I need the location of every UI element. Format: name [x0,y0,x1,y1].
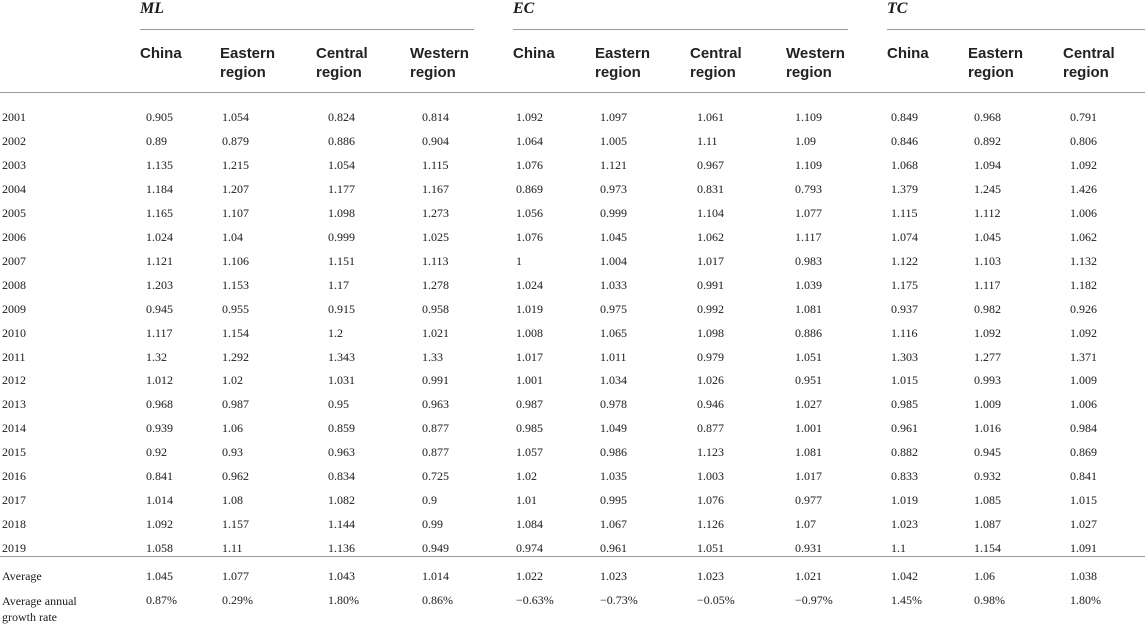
table-cell: 1.064 [516,133,543,148]
table-cell: 1.126 [697,517,724,532]
table-cell: 0.974 [516,541,543,556]
table-cell: 1.077 [795,205,822,220]
table-cell: 1.122 [891,253,918,268]
table-cell: 0.967 [697,157,724,172]
table-cell: 0.931 [795,541,822,556]
table-cell: 1.07 [795,517,816,532]
table-cell: 1.277 [974,349,1001,364]
table-cell: 1.182 [1070,277,1097,292]
table-row [0,182,1145,204]
table-cell: 0.999 [328,229,355,244]
row-label: 2001 [2,110,26,124]
table-cell: 1.019 [516,301,543,316]
table-cell: 1.091 [1070,541,1097,556]
column-header: Central region [316,45,368,81]
table-cell: 1.117 [795,229,822,244]
table-cell: 1.058 [146,541,173,556]
group-rule [513,29,848,30]
table-cell: 1.023 [600,569,627,583]
column-header: China [887,45,929,62]
table-cell: 0.951 [795,373,822,388]
table-cell: 1.017 [795,469,822,484]
table-cell: 1.092 [1070,157,1097,172]
table-cell: 1.035 [600,469,627,484]
table-cell: 1.057 [516,445,543,460]
table-cell: 0.892 [974,133,1001,148]
table-cell: 1.165 [146,205,173,220]
table-cell: 0.831 [697,181,724,196]
table-cell: 1.02 [516,469,537,484]
table-cell: 1.167 [422,181,449,196]
table-cell: 1.278 [422,277,449,292]
table-cell: 0.992 [697,301,724,316]
table-cell: 1.084 [516,517,543,532]
table-cell: 1.001 [516,373,543,388]
table-cell: 0.926 [1070,301,1097,316]
table-cell: 0.945 [974,445,1001,460]
table-cell: 1.80% [328,593,359,607]
table-cell: 1.175 [891,277,918,292]
row-label: Average [2,569,42,583]
table-row [0,230,1145,252]
table-cell: 1.081 [795,301,822,316]
table-cell: 1.023 [891,517,918,532]
table-cell: 1.292 [222,349,249,364]
table-cell: 0.975 [600,301,627,316]
table-cell: 1.117 [974,277,1001,292]
table-cell: 0.905 [146,110,173,124]
table-row [0,254,1145,276]
table-cell: 1.026 [697,373,724,388]
table-cell: 0.86% [422,593,453,607]
table-cell: 1.014 [422,569,449,583]
table-cell: 1.117 [146,325,173,340]
table-cell: 1.049 [600,421,627,436]
table-cell: 0.9 [422,493,437,508]
table-cell: 1.106 [222,253,249,268]
table-cell: −0.05% [697,593,735,607]
table-cell: 1.051 [697,541,724,556]
table-cell: 1.038 [1070,569,1097,583]
table-cell: 0.932 [974,469,1001,484]
group-title: ML [140,0,164,17]
table-row [0,158,1145,180]
table-cell: 1.031 [328,373,355,388]
table-cell: 1.068 [891,157,918,172]
table-cell: 1.107 [222,205,249,220]
table-cell: 1.011 [600,349,627,364]
table-cell: 0.725 [422,469,449,484]
table-cell: 0.937 [891,301,918,316]
table-cell: 0.985 [516,421,543,436]
table-cell: 0.995 [600,493,627,508]
table-cell: 1.003 [697,469,724,484]
table-cell: 0.877 [697,421,724,436]
table-cell: 0.949 [422,541,449,556]
table-cell: 1.113 [422,253,449,268]
table-cell: 0.983 [795,253,822,268]
table-cell: 0.987 [222,397,249,412]
table-cell: 0.98% [974,593,1005,607]
table-cell: 1.157 [222,517,249,532]
group-rule [140,29,474,30]
row-label: 2015 [2,445,26,460]
table-cell: 0.886 [795,325,822,340]
summary-row [0,593,1145,624]
table-cell: 0.87% [146,593,177,607]
table-row [0,445,1145,467]
table-cell: 0.904 [422,133,449,148]
table-cell: 0.979 [697,349,724,364]
table-cell: 1.245 [974,181,1001,196]
table-cell: 0.962 [222,469,249,484]
table-row [0,110,1145,132]
table-cell: 1.151 [328,253,355,268]
row-label: 2005 [2,205,26,220]
table-cell: 0.877 [422,421,449,436]
table-cell: 1.067 [600,517,627,532]
table-cell: 0.95 [328,397,349,412]
table-cell: 1.045 [600,229,627,244]
row-label: 2010 [2,325,26,340]
table-cell: 1.215 [222,157,249,172]
row-label: 2014 [2,421,26,436]
table-cell: 1.021 [422,325,449,340]
table-cell: 1.121 [600,157,627,172]
row-label: 2013 [2,397,26,412]
table-cell: 1.094 [974,157,1001,172]
table-cell: 0.99 [422,517,443,532]
table-cell: 1.115 [422,157,449,172]
table-cell: 0.939 [146,421,173,436]
table-row [0,421,1145,443]
table-cell: 1.015 [1070,493,1097,508]
table-cell: 1.023 [697,569,724,583]
table-cell: 0.834 [328,469,355,484]
table-cell: 1.039 [795,277,822,292]
table-cell: 1.034 [600,373,627,388]
summary-rule [0,556,1145,557]
table-cell: 1.054 [222,110,249,124]
header-rule [0,92,1145,93]
table-cell: 1.08 [222,493,243,508]
table-cell: 0.993 [974,373,1001,388]
table-cell: 1.085 [974,493,1001,508]
table-cell: 1.076 [516,229,543,244]
table-cell: 1.005 [600,133,627,148]
table-cell: 0.886 [328,133,355,148]
table-cell: 0.977 [795,493,822,508]
table-cell: 1.02 [222,373,243,388]
table-cell: 1.092 [146,517,173,532]
table-cell: 1.115 [891,205,918,220]
row-label: 2004 [2,181,26,196]
row-label: 2007 [2,253,26,268]
table-cell: 1.042 [891,569,918,583]
table-cell: 1.082 [328,493,355,508]
table-cell: 1.061 [697,110,724,124]
column-header: Eastern region [220,45,276,81]
table-cell: 1.043 [328,569,355,583]
table-cell: 1.154 [222,325,249,340]
table-cell: 1.136 [328,541,355,556]
table-cell: 1.1 [891,541,906,556]
table-cell: 1.2 [328,325,343,340]
table-cell: 1.019 [891,493,918,508]
table-cell: 1.025 [422,229,449,244]
table-cell: 1.379 [891,181,918,196]
group-rule [887,29,1145,30]
table-cell: 0.846 [891,133,918,148]
table-cell: −0.73% [600,593,638,607]
table-cell: 0.814 [422,110,449,124]
table-cell: 0.991 [422,373,449,388]
table-cell: 1.11 [697,133,718,148]
row-label: 2011 [2,349,26,364]
table-cell: 1.012 [146,373,173,388]
table-cell: 1.001 [795,421,822,436]
table-cell: 0.987 [516,397,543,412]
table-cell: 0.29% [222,593,253,607]
table-cell: 1.017 [516,349,543,364]
table-cell: 0.986 [600,445,627,460]
table-cell: 0.955 [222,301,249,316]
column-header: Western region [786,45,845,81]
group-title: EC [513,0,535,17]
row-label: 2002 [2,133,26,148]
table-row [0,206,1145,228]
table-cell: 1.033 [600,277,627,292]
table-row [0,493,1145,515]
table-cell: 0.961 [600,541,627,556]
row-label: 2009 [2,301,26,316]
table-cell: 1.092 [516,110,543,124]
table-cell: 1.80% [1070,593,1101,607]
row-label: 2012 [2,373,26,388]
table-cell: 1 [516,253,522,268]
table-row [0,134,1145,156]
table-row [0,326,1145,348]
table-cell: 1.076 [697,493,724,508]
table-cell: 1.45% [891,593,922,607]
row-label: 2006 [2,229,26,244]
table-cell: 1.273 [422,205,449,220]
table-cell: 1.024 [146,229,173,244]
table-row [0,302,1145,324]
table-cell: 0.999 [600,205,627,220]
table-cell: 1.004 [600,253,627,268]
summary-row [0,569,1145,591]
table-cell: 0.89 [146,133,167,148]
table-cell: 0.791 [1070,110,1097,124]
table-cell: 1.009 [1070,373,1097,388]
table-cell: 1.022 [516,569,543,583]
table-cell: 0.882 [891,445,918,460]
table-cell: 0.961 [891,421,918,436]
row-label: 2008 [2,277,26,292]
table-row [0,469,1145,491]
table-cell: 0.92 [146,445,167,460]
row-label: 2003 [2,157,26,172]
table-cell: 1.076 [516,157,543,172]
table-cell: 0.877 [422,445,449,460]
table-cell: 1.006 [1070,205,1097,220]
table-cell: 1.01 [516,493,537,508]
table-cell: 0.946 [697,397,724,412]
table-cell: 1.092 [1070,325,1097,340]
table-cell: 1.045 [146,569,173,583]
table-cell: 1.06 [222,421,243,436]
table-cell: 1.062 [1070,229,1097,244]
column-header: Central region [1063,45,1115,81]
table-cell: 1.054 [328,157,355,172]
row-label: Average annual growth rate [2,594,77,624]
row-label: 2017 [2,493,26,508]
table-cell: 1.32 [146,349,167,364]
column-header: China [513,45,555,62]
table-cell: 0.869 [516,181,543,196]
table-cell: 0.859 [328,421,355,436]
table-cell: 1.09 [795,133,816,148]
table-cell: 1.014 [146,493,173,508]
table-cell: 1.024 [516,277,543,292]
table-cell: 0.806 [1070,133,1097,148]
table-cell: 0.793 [795,181,822,196]
table-cell: 1.065 [600,325,627,340]
table-cell: −0.97% [795,593,833,607]
table-cell: 1.33 [422,349,443,364]
row-label: 2018 [2,517,26,532]
table-cell: 1.027 [795,397,822,412]
table-cell: 0.963 [328,445,355,460]
table-cell: 1.177 [328,181,355,196]
table-cell: 1.426 [1070,181,1097,196]
table-cell: 1.371 [1070,349,1097,364]
table-cell: 1.051 [795,349,822,364]
table-cell: 1.207 [222,181,249,196]
table-cell: 0.824 [328,110,355,124]
table-cell: 0.973 [600,181,627,196]
table-cell: 1.098 [697,325,724,340]
table-cell: 0.945 [146,301,173,316]
row-label: 2019 [2,541,26,556]
table-cell: 1.027 [1070,517,1097,532]
table-cell: 0.991 [697,277,724,292]
table-cell: 1.016 [974,421,1001,436]
column-header: Eastern region [968,45,1024,81]
table-cell: −0.63% [516,593,554,607]
table-cell: 0.982 [974,301,1001,316]
table-cell: 1.092 [974,325,1001,340]
table-cell: 1.144 [328,517,355,532]
table-cell: 0.958 [422,301,449,316]
table-cell: 0.984 [1070,421,1097,436]
table-cell: 1.103 [974,253,1001,268]
table-cell: 1.017 [697,253,724,268]
table-cell: 1.303 [891,349,918,364]
table-cell: 1.008 [516,325,543,340]
row-label: 2016 [2,469,26,484]
table-cell: 0.869 [1070,445,1097,460]
table-cell: 1.343 [328,349,355,364]
table-row [0,517,1145,539]
table-row [0,373,1145,395]
table-cell: 1.203 [146,277,173,292]
table-cell: 0.833 [891,469,918,484]
table-cell: 1.081 [795,445,822,460]
table-cell: 1.132 [1070,253,1097,268]
table-cell: 1.109 [795,110,822,124]
table-cell: 1.006 [1070,397,1097,412]
table-cell: 1.098 [328,205,355,220]
table-cell: 1.021 [795,569,822,583]
table-cell: 0.915 [328,301,355,316]
table-cell: 1.116 [891,325,918,340]
table-cell: 1.112 [974,205,1001,220]
group-title: TC [887,0,908,17]
column-header: Western region [410,45,469,81]
table-cell: 1.109 [795,157,822,172]
table-cell: 0.93 [222,445,243,460]
table-cell: 1.123 [697,445,724,460]
table-cell: 1.154 [974,541,1001,556]
table-cell: 0.841 [146,469,173,484]
table-cell: 1.121 [146,253,173,268]
table-cell: 1.06 [974,569,995,583]
table-cell: 1.056 [516,205,543,220]
table-cell: 0.968 [974,110,1001,124]
table-cell: 1.11 [222,541,243,556]
table-cell: 1.17 [328,277,349,292]
table-row [0,541,1145,563]
table-cell: 1.153 [222,277,249,292]
table-row [0,278,1145,300]
table-cell: 1.184 [146,181,173,196]
table-cell: 1.074 [891,229,918,244]
table-cell: 1.009 [974,397,1001,412]
table-cell: 0.849 [891,110,918,124]
table-cell: 1.015 [891,373,918,388]
table-cell: 0.879 [222,133,249,148]
table-cell: 1.04 [222,229,243,244]
table-cell: 0.963 [422,397,449,412]
table-cell: 0.985 [891,397,918,412]
table-cell: 1.087 [974,517,1001,532]
table-cell: 0.968 [146,397,173,412]
table-cell: 1.062 [697,229,724,244]
table-cell: 1.097 [600,110,627,124]
column-header: Central region [690,45,742,81]
table-cell: 0.978 [600,397,627,412]
table-cell: 1.104 [697,205,724,220]
table-cell: 0.841 [1070,469,1097,484]
table-cell: 1.077 [222,569,249,583]
table-cell: 1.045 [974,229,1001,244]
column-header: China [140,45,182,62]
table-row [0,397,1145,419]
table-cell: 1.135 [146,157,173,172]
column-header: Eastern region [595,45,651,81]
table-row [0,350,1145,372]
